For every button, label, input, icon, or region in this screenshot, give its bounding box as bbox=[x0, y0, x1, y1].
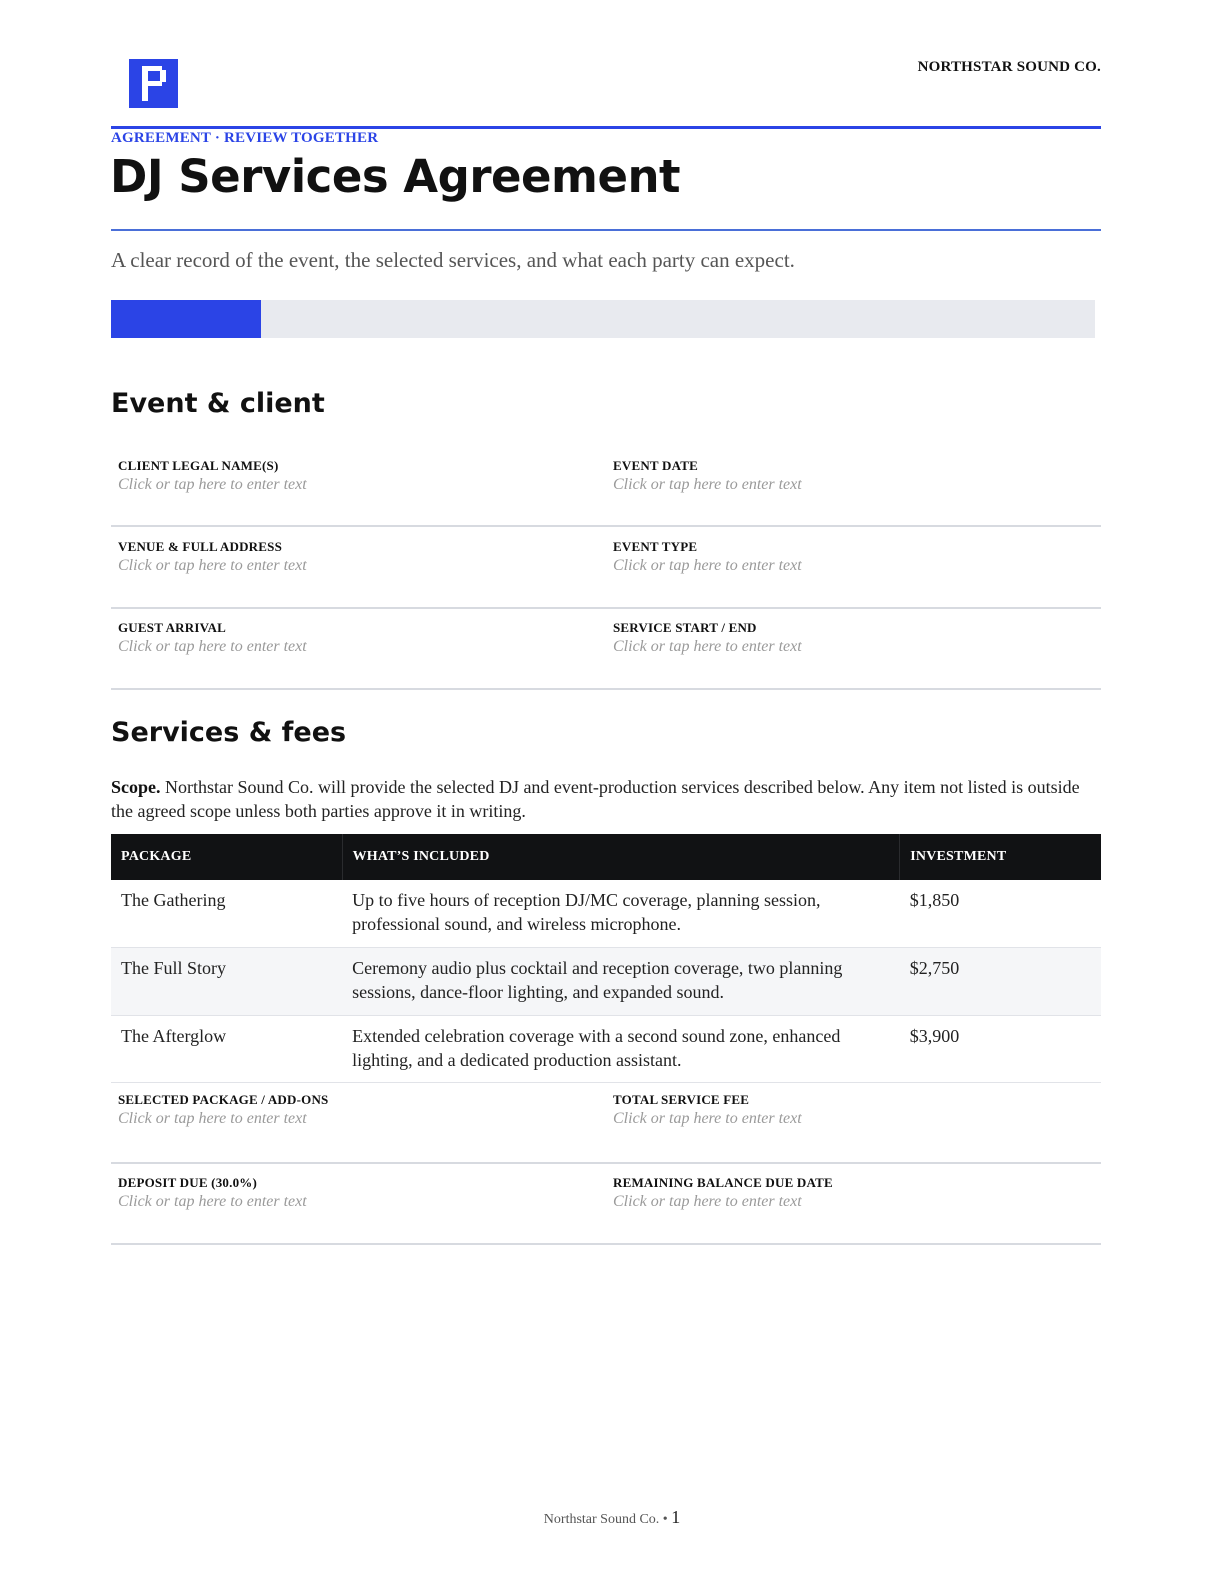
field-label: VENUE & FULL ADDRESS bbox=[118, 539, 283, 554]
field-placeholder[interactable]: Click or tap here to enter text bbox=[118, 1193, 307, 1210]
field-placeholder[interactable]: Click or tap here to enter text bbox=[118, 1110, 307, 1127]
field-row bbox=[111, 527, 1101, 609]
field-label: EVENT DATE bbox=[613, 458, 698, 473]
column-header-package: PACKAGE bbox=[111, 834, 342, 880]
field-placeholder[interactable]: Click or tap here to enter text bbox=[613, 638, 802, 655]
p-logo-icon bbox=[129, 59, 178, 108]
package-price: $3,900 bbox=[900, 1015, 1101, 1082]
event-date-field[interactable] bbox=[606, 447, 1101, 525]
page-number: 1 bbox=[671, 1507, 681, 1527]
table-row bbox=[111, 1015, 1101, 1082]
field-label: EVENT TYPE bbox=[613, 539, 698, 554]
fee-fields bbox=[111, 1082, 1101, 1245]
package-price: $2,750 bbox=[900, 947, 1101, 1015]
field-row bbox=[111, 609, 1101, 690]
venue-address-field[interactable] bbox=[111, 528, 606, 607]
footer-separator: • bbox=[659, 1512, 672, 1527]
package-name: The Afterglow bbox=[111, 1015, 342, 1082]
field-label: GUEST ARRIVAL bbox=[118, 620, 226, 635]
balance-due-date-field[interactable] bbox=[606, 1164, 1101, 1243]
page-footer bbox=[0, 1507, 1224, 1528]
guest-arrival-field[interactable] bbox=[111, 609, 606, 688]
field-placeholder[interactable]: Click or tap here to enter text bbox=[613, 557, 802, 574]
scope-label: Scope. bbox=[111, 777, 161, 797]
field-row bbox=[111, 447, 1101, 527]
package-name: The Gathering bbox=[111, 880, 342, 947]
column-header-included: WHAT’S INCLUDED bbox=[342, 834, 900, 880]
selected-package-field[interactable] bbox=[111, 1082, 606, 1162]
field-placeholder[interactable]: Click or tap here to enter text bbox=[613, 1193, 802, 1210]
service-start-end-field[interactable] bbox=[606, 609, 1101, 688]
field-label: SELECTED PACKAGE / ADD-ONS bbox=[118, 1092, 329, 1107]
header-rule bbox=[111, 126, 1101, 129]
event-type-field[interactable] bbox=[606, 528, 1101, 607]
package-description: Extended celebration coverage with a second sound zone, enhanced lighting, and a dedicated production assistant. bbox=[342, 1015, 900, 1082]
field-placeholder[interactable]: Click or tap here to enter text bbox=[613, 476, 802, 493]
field-placeholder[interactable]: Click or tap here to enter text bbox=[613, 1110, 802, 1127]
page-subtitle: A clear record of the event, the selected services, and what each party can expect. bbox=[111, 248, 795, 272]
package-price: $1,850 bbox=[900, 880, 1101, 947]
total-fee-field[interactable] bbox=[606, 1082, 1101, 1162]
field-placeholder[interactable]: Click or tap here to enter text bbox=[118, 557, 307, 574]
page-title: DJ Services Agreement bbox=[110, 150, 681, 203]
table-row bbox=[111, 947, 1101, 1015]
field-placeholder[interactable]: Click or tap here to enter text bbox=[118, 476, 307, 493]
footer-company: Northstar Sound Co. bbox=[543, 1512, 660, 1527]
package-description: Ceremony audio plus cocktail and reception coverage, two planning sessions, dance-floor lighting, and expanded sound. bbox=[342, 947, 900, 1015]
title-rule bbox=[111, 229, 1101, 231]
table-row bbox=[111, 880, 1101, 947]
field-label: CLIENT LEGAL NAME(S) bbox=[118, 458, 279, 473]
field-label: REMAINING BALANCE DUE DATE bbox=[613, 1175, 833, 1190]
progress-fill bbox=[111, 300, 261, 338]
table-header-row bbox=[111, 834, 1101, 880]
package-name: The Full Story bbox=[111, 947, 342, 1015]
field-label: TOTAL SERVICE FEE bbox=[613, 1092, 750, 1107]
field-label: DEPOSIT DUE (30.0%) bbox=[118, 1175, 257, 1190]
deposit-due-field[interactable] bbox=[111, 1164, 606, 1243]
field-row bbox=[111, 1082, 1101, 1164]
package-description: Up to five hours of reception DJ/MC coverage, planning session, professional sound, and wireless microphone. bbox=[342, 880, 900, 947]
document-kicker: AGREEMENT · REVIEW TOGETHER bbox=[111, 130, 379, 146]
column-header-investment: INVESTMENT bbox=[900, 834, 1101, 880]
services-section-heading: Services & fees bbox=[111, 717, 347, 748]
event-section-heading: Event & client bbox=[111, 388, 325, 419]
progress-bar bbox=[111, 300, 1095, 338]
scope-text: Northstar Sound Co. will provide the selected DJ and event-production services described below. Any item not listed is outside the agreed scope unless both parties approve it in writing. bbox=[111, 777, 1080, 821]
services-table bbox=[111, 834, 1101, 1083]
company-name: NORTHSTAR SOUND CO. bbox=[917, 59, 1101, 75]
scope-paragraph bbox=[111, 775, 1101, 823]
field-row bbox=[111, 1164, 1101, 1245]
event-fields bbox=[111, 447, 1101, 690]
field-placeholder[interactable]: Click or tap here to enter text bbox=[118, 638, 307, 655]
client-name-field[interactable] bbox=[111, 447, 606, 525]
field-label: SERVICE START / END bbox=[613, 620, 757, 635]
